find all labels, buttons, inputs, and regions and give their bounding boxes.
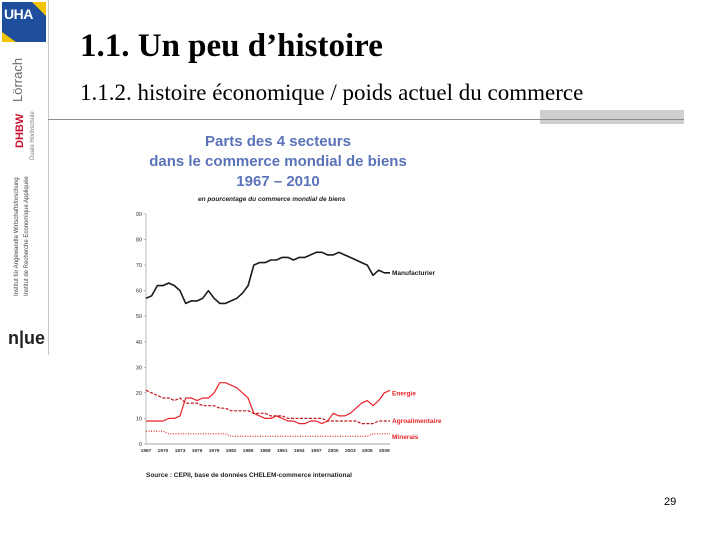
x-tick-label: 1976 [191, 449, 203, 454]
dhbw-logo: DHBW [14, 113, 26, 148]
x-tick-label: 2009 [378, 449, 390, 454]
y-tick-label: 90 [135, 212, 142, 218]
slide-title: 1.1. Un peu d’histoire [80, 28, 383, 64]
series-line-minerais [146, 431, 390, 436]
x-tick-label: 2000 [327, 449, 339, 454]
chart-title-line-1: Parts des 4 secteurs [205, 133, 351, 150]
lorrach-label: Lörrach [10, 57, 25, 102]
x-tick-label: 2006 [361, 449, 373, 454]
y-tick-label: 50 [135, 314, 142, 321]
series-line-energie [146, 383, 390, 424]
series-label-energie: Energie [392, 390, 416, 398]
title-rule [48, 119, 684, 120]
title-rule-accent [540, 110, 684, 124]
dhbw-subtitle: Duale Hochschule [30, 111, 36, 160]
x-tick-label: 1970 [157, 449, 169, 454]
x-tick-label: 1985 [242, 449, 254, 454]
y-tick-label: 10 [135, 416, 142, 423]
x-tick-label: 1979 [208, 449, 220, 454]
y-tick-label: 40 [135, 339, 142, 346]
slide-subtitle: 1.1.2. histoire économique / poids actuel du commerce [80, 80, 584, 105]
institute-line-1: Institut für Angewandte Wirtschaftsforschung [14, 177, 20, 296]
unine-logo-text: n|ue [8, 328, 46, 348]
uha-logo-text: UHA [4, 6, 33, 22]
y-tick-label: 20 [135, 390, 142, 397]
x-tick-label: 2003 [344, 449, 356, 454]
x-tick-label: 1994 [293, 449, 305, 454]
chart-subtitle: en pourcentage du commerce mondial de biens [198, 196, 346, 203]
y-tick-label: 80 [135, 237, 142, 244]
x-tick-label: 1997 [310, 449, 322, 454]
chart-title-line-3: 1967 – 2010 [236, 173, 320, 190]
institute-line-2: Institut de Recherche Economique Appliquée [24, 176, 30, 296]
x-tick-label: 1991 [276, 449, 288, 454]
line-chart [128, 126, 468, 486]
chart-title-line-2: dans le commerce mondial de biens [149, 153, 407, 170]
x-tick-label: 1982 [225, 449, 237, 454]
series-line-manufacturier [146, 252, 390, 303]
series-label-minerais: Minerais [392, 433, 419, 441]
y-tick-label: 70 [135, 263, 142, 270]
x-tick-label: 1973 [174, 449, 186, 454]
y-tick-label: 30 [135, 365, 142, 372]
page-number: 29 [664, 496, 677, 508]
plot-area [136, 212, 442, 454]
series-label-agroalimentaire: Agroalimentaire [392, 418, 442, 425]
y-tick-label: 60 [135, 288, 142, 295]
series-label-manufacturier: Manufacturier [392, 269, 435, 277]
unine-logo [6, 322, 46, 352]
x-tick-label: 1967 [140, 449, 152, 454]
logo-sidebar [0, 0, 49, 355]
y-tick-label: 0 [138, 442, 142, 448]
chart-source: Source : CEPII, base de données CHELEM-commerce international [146, 472, 352, 479]
x-tick-label: 1988 [259, 449, 271, 454]
